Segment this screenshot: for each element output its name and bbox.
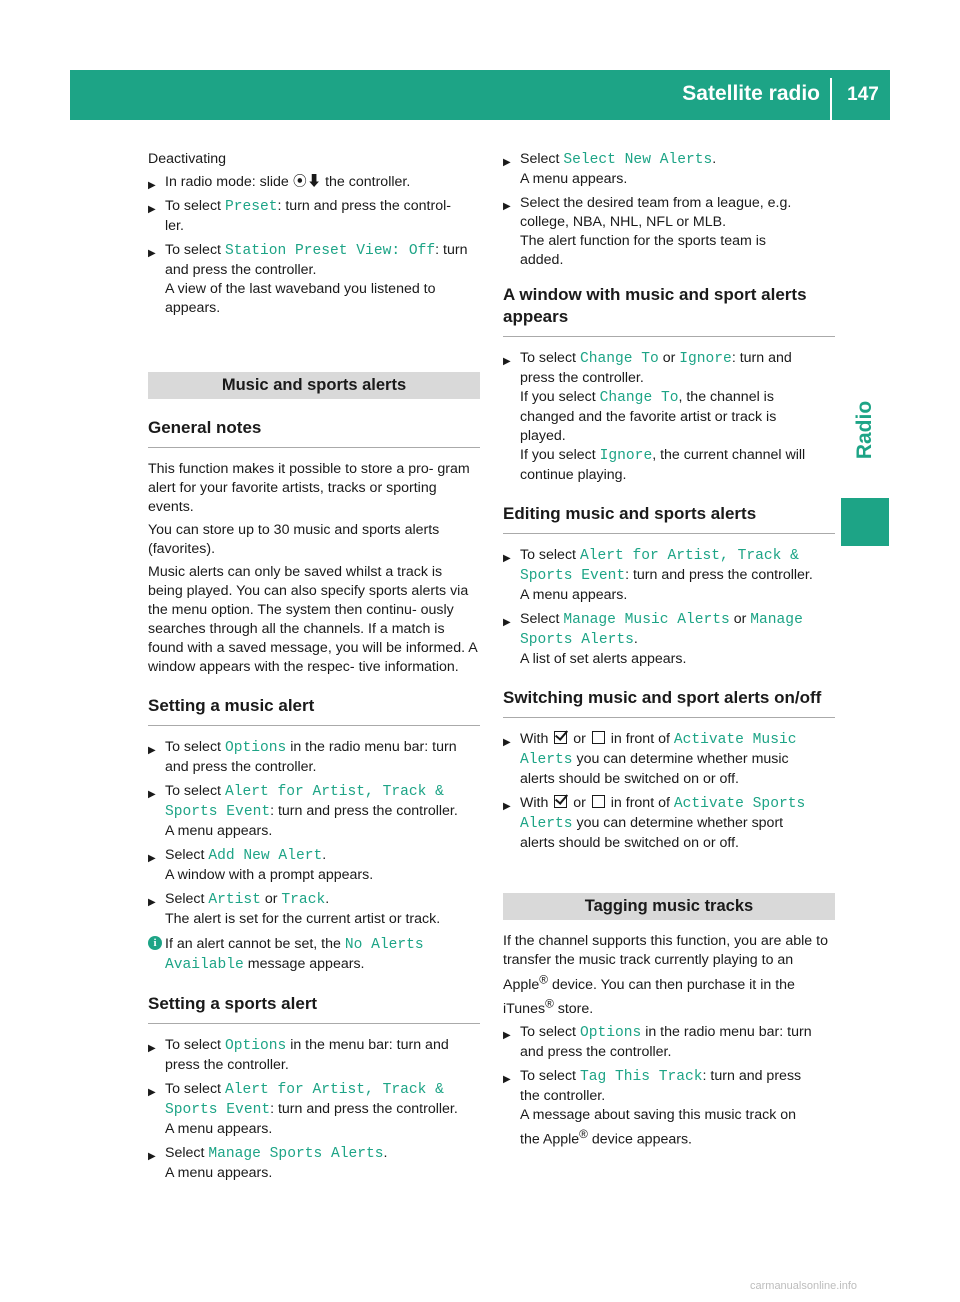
menu-term: Sports Event xyxy=(520,568,626,584)
section-title-tagging: Tagging music tracks xyxy=(503,893,835,920)
paragraph: You can store up to 30 music and sports alerts (favorites). xyxy=(148,522,440,557)
heading-switching-alerts: Switching music and sport alerts on/off xyxy=(503,687,835,718)
triangle-right-icon: ▶ xyxy=(148,853,156,864)
triangle-right-icon: ▶ xyxy=(148,745,156,756)
menu-term: Alerts xyxy=(520,752,573,768)
menu-term: Preset xyxy=(224,199,278,215)
triangle-right-icon: ▶ xyxy=(148,248,156,259)
controller-slide-icon: ⦿⬇ xyxy=(292,174,322,190)
menu-term: Track xyxy=(281,892,326,908)
menu-term: Tag This Track xyxy=(579,1069,703,1086)
paragraph: Music alerts can only be saved whilst a track is being played. You can also specify sports alerts via the menu option. The system then continu- ously searches through all the channels. If a match is found with a saved message, you will be informed. A window appears with the respec- tive information. xyxy=(148,564,477,675)
triangle-right-icon: ▶ xyxy=(503,801,511,812)
paragraph: This function makes it possible to store a pro- gram alert for your favorite artists, tracks or sporting events. xyxy=(148,461,470,515)
heading-general-notes: General notes xyxy=(148,417,480,448)
heading-sports-alert: Setting a sports alert xyxy=(148,993,480,1024)
tagging-step-2: ▶ To select Tag This Track: turn and press the controller. A message about saving this music track on the Apple® device appears. xyxy=(503,1068,802,1149)
menu-term: Options xyxy=(579,1025,642,1042)
deact-step-3: ▶ To select Station Preset View: Off: turn and press the controller. A view of the last waveband you listened to appears. xyxy=(148,242,468,316)
menu-term: Sports Event xyxy=(165,1102,271,1118)
menu-term: Activate Music xyxy=(673,732,797,748)
checkbox-empty-icon xyxy=(592,795,605,808)
tagging-step-1: ▶ To select Options in the radio menu bar: turn and press the controller. xyxy=(503,1024,812,1061)
menu-term: Artist xyxy=(208,892,261,908)
triangle-right-icon: ▶ xyxy=(503,737,511,748)
menu-term: Options xyxy=(224,740,287,756)
side-tab xyxy=(840,380,890,480)
menu-term: Alert for Artist, Track & xyxy=(224,784,444,800)
side-tab-marker xyxy=(841,498,889,546)
triangle-right-icon: ▶ xyxy=(148,1151,156,1162)
checkbox-empty-icon xyxy=(592,731,605,744)
menu-term: Sports Event xyxy=(165,804,271,820)
music-alert-step-3: ▶ Select Add New Alert. A window with a prompt appears. xyxy=(148,847,374,883)
triangle-right-icon: ▶ xyxy=(503,617,511,628)
menu-term: Activate Sports xyxy=(673,796,806,812)
menu-term: Add New Alert xyxy=(208,848,323,864)
menu-term: Available xyxy=(165,957,244,973)
heading-window-appears: A window with music and sport alerts appears xyxy=(503,284,835,337)
menu-term: Options xyxy=(224,1038,287,1054)
side-tab-label: Radio xyxy=(853,400,876,460)
sports-alert-step-2: ▶ To select Alert for Artist, Track & Sports Event: turn and press the controller. A menu appears. xyxy=(148,1081,458,1137)
triangle-right-icon: ▶ xyxy=(148,1087,156,1098)
left-column xyxy=(148,150,480,1188)
menu-term: Ignore xyxy=(599,448,653,464)
menu-term: Manage xyxy=(750,612,803,628)
menu-term: Ignore xyxy=(679,351,732,367)
checkbox-checked-icon xyxy=(554,731,567,744)
menu-term: Sports Alerts xyxy=(520,632,634,648)
info-note: i If an alert cannot be set, the No Alerts Available message appears. xyxy=(148,935,480,975)
triangle-right-icon: ▶ xyxy=(503,157,511,168)
triangle-right-icon: ▶ xyxy=(148,789,156,800)
select-team-step: ▶ Select the desired team from a league, e.g. college, NBA, NHL, NFL or MLB. The alert function for the sports team is added. xyxy=(503,195,792,268)
heading-music-alert: Setting a music alert xyxy=(148,695,480,726)
deactivating-heading: Deactivating xyxy=(148,151,227,167)
music-alert-step-4: ▶ Select Artist or Track. The alert is set for the current artist or track. xyxy=(148,891,441,927)
section-title-music-alerts: Music and sports alerts xyxy=(148,372,480,399)
menu-term: Alert for Artist, Track & xyxy=(579,548,799,564)
paragraph: If the channel supports this function, you are able to transfer the music track currently playing to an Apple® device. You can then purchase it in the iTunes® store. xyxy=(503,933,828,1018)
editing-step-2: ▶ Select Manage Music Alerts or Manage Sports Alerts. A list of set alerts appears. xyxy=(503,611,803,667)
sports-alert-step-1: ▶ To select Options in the menu bar: turn and press the controller. xyxy=(148,1037,449,1073)
menu-term: Change To xyxy=(599,390,679,406)
header-title: Satellite radio xyxy=(682,82,820,105)
switching-step-2: ▶ With or in front of Activate Sports Alerts you can determine whether sport alerts should be switched on or off. xyxy=(503,795,806,851)
deact-step-2: ▶ To select Preset: turn and press the control- ler. xyxy=(148,198,451,234)
triangle-right-icon: ▶ xyxy=(503,1074,511,1086)
page-number: 147 xyxy=(847,84,879,105)
triangle-right-icon: ▶ xyxy=(148,180,156,191)
menu-term: Manage Music Alerts xyxy=(563,612,730,628)
triangle-right-icon: ▶ xyxy=(148,204,156,215)
header-divider xyxy=(830,78,832,120)
menu-term: Alert for Artist, Track & xyxy=(224,1082,444,1098)
menu-term: Manage Sports Alerts xyxy=(208,1146,384,1162)
menu-term: Alerts xyxy=(520,816,573,832)
sports-alert-step-3: ▶ Select Manage Sports Alerts. A menu appears. xyxy=(148,1145,388,1181)
deact-step-1: ▶ In radio mode: slide ⦿⬇ the controller. xyxy=(148,173,480,192)
triangle-right-icon: ▶ xyxy=(503,553,511,564)
menu-term: No Alerts xyxy=(344,937,424,953)
watermark: carmanualsonline.info xyxy=(750,1280,858,1292)
editing-step-1: ▶ To select Alert for Artist, Track & Sports Event: turn and press the controller. A menu appears. xyxy=(503,547,813,603)
menu-term: Station Preset View: Off xyxy=(224,243,436,259)
window-step: ▶ To select Change To or Ignore: turn and press the controller. If you select Change To, the channel is changed and the favorite artist or track is played. If you select Ignore, the current channel will continue playing. xyxy=(503,350,806,483)
triangle-right-icon: ▶ xyxy=(503,201,511,212)
switching-step-1: ▶ With or in front of Activate Music Alerts you can determine whether music alerts should be switched on or off. xyxy=(503,731,797,787)
music-alert-step-2: ▶ To select Alert for Artist, Track & Sports Event: turn and press the controller. A menu appears. xyxy=(148,783,458,839)
triangle-right-icon: ▶ xyxy=(503,356,511,367)
triangle-right-icon: ▶ xyxy=(148,1043,156,1054)
music-alert-step-1: ▶ To select Options in the radio menu bar: turn and press the controller. xyxy=(148,739,457,775)
heading-editing-alerts: Editing music and sports alerts xyxy=(503,503,835,534)
triangle-right-icon: ▶ xyxy=(503,1030,511,1042)
info-icon: i xyxy=(148,936,162,950)
triangle-right-icon: ▶ xyxy=(148,897,156,908)
select-new-alerts-step: ▶ Select Select New Alerts. A menu appears. xyxy=(503,151,717,187)
right-column xyxy=(503,150,835,1155)
page-header xyxy=(70,70,890,120)
menu-term: Change To xyxy=(579,351,659,367)
menu-term: Select New Alerts xyxy=(563,152,713,168)
checkbox-checked-icon xyxy=(554,795,567,808)
